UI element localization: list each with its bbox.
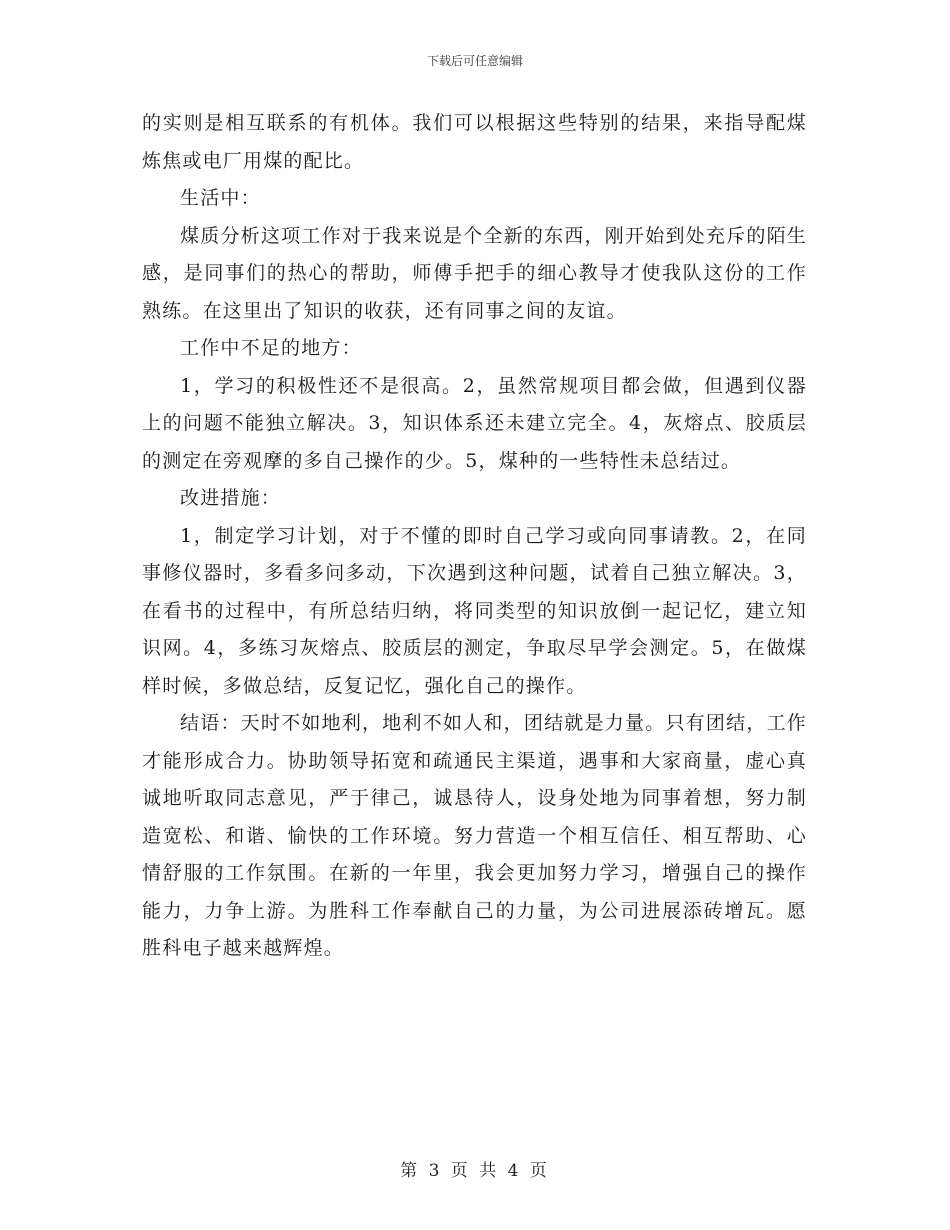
document-body: [142, 105, 807, 968]
paragraph-shortcomings: 1，学习的积极性还不是很高。2，虽然常规项目都会做，但遇到仪器上的问题不能独立解决。3，知识体系还未建立完全。4，灰熔点、胶质层的测定在旁观摩的多自己操作的少。5，煤种的一些特性未总结过。: [142, 374, 807, 472]
paragraph-life: 煤质分析这项工作对于我来说是个全新的东西，刚开始到处充斥的陌生感，是同事们的热心的帮助，师傅手把手的细心教导才使我队这份的工作熟练。在这里出了知识的收获，还有同事之间的友谊。: [142, 224, 807, 322]
section-heading-improvements: 改进措施：: [180, 487, 282, 509]
paragraph-improvements: 1，制定学习计划，对于不懂的即时自己学习或向同事请教。2，在同事修仪器时，多看多问多动，下次遇到这种问题，试着自己独立解决。3，在看书的过程中，有所总结归纳，将同类型的知识放倒一起记忆，建立知识网。4，多练习灰熔点、胶质层的测定，争取尽早学会测定。5，在做煤样时候，多做总结，反复记忆，强化自己的操作。: [142, 524, 807, 697]
section-heading-life: 生活中：: [180, 187, 261, 209]
paragraph-conclusion: 结语：天时不如地利，地利不如人和，团结就是力量。只有团结，工作才能形成合力。协助领导拓宽和疏通民主渠道，遇事和大家商量，虚心真诚地听取同志意见，严于律己，诚恳待人，设身处地为同事着想，努力制造宽松、和谐、愉快的工作环境。努力营造一个相互信任、相互帮助、心情舒服的工作氛围。在新的一年里，我会更加努力学习，增强自己的操作能力，力争上游。为胜科工作奉献自己的力量，为公司进展添砖增瓦。愿胜科电子越来越辉煌。: [142, 712, 807, 959]
page-number: 第 3 页 共 4 页: [400, 1161, 550, 1181]
section-heading-shortcomings: 工作中不足的地方：: [180, 337, 362, 359]
page-header-note: 下载后可任意编辑: [426, 54, 523, 68]
paragraph-continuation: 的实则是相互联系的有机体。我们可以根据这些特别的结果，来指导配煤炼焦或电厂用煤的配比。: [142, 112, 807, 172]
